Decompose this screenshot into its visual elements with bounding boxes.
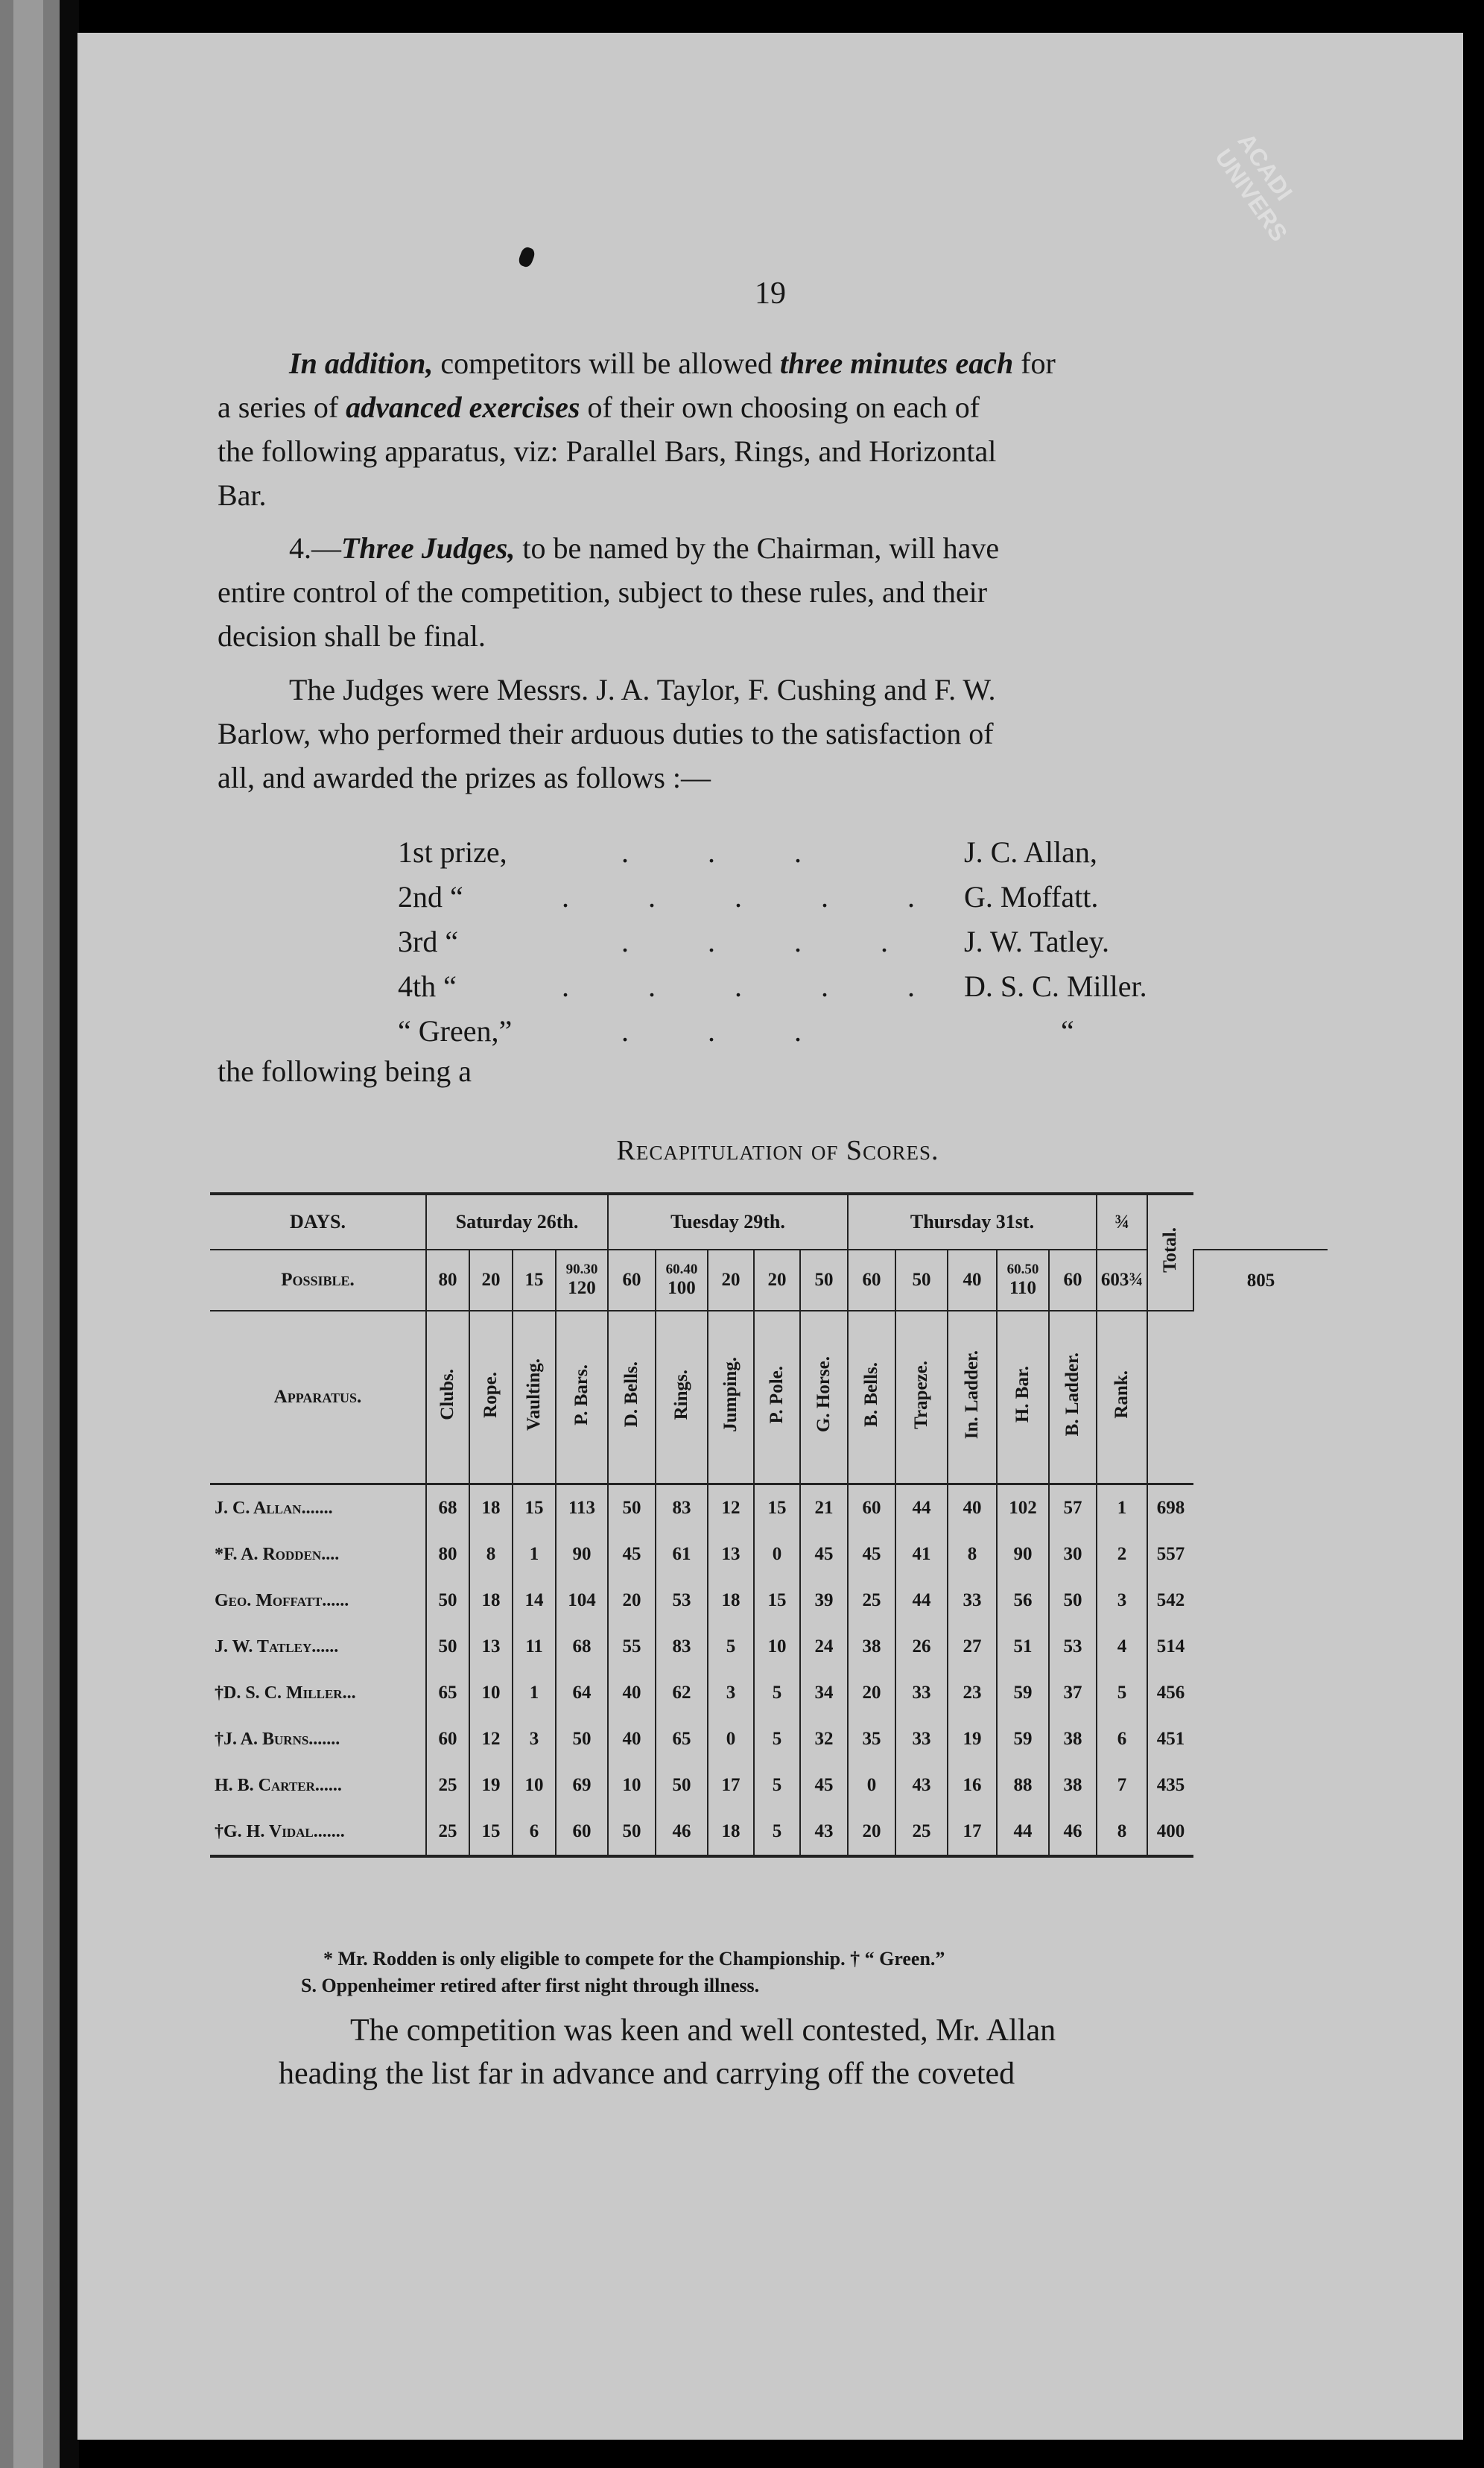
score-cell: 50: [608, 1809, 656, 1856]
days-label: DAYS.: [210, 1194, 426, 1250]
paragraph-additional-exercises: [218, 341, 1335, 517]
score-cell: 5: [754, 1762, 800, 1809]
score-cell: 38: [848, 1624, 895, 1670]
ink-mark: [517, 246, 536, 269]
total-cell: 451: [1147, 1716, 1193, 1762]
possible-value: 50: [895, 1250, 948, 1311]
score-cell: 3: [513, 1716, 556, 1762]
competitor-name: †J. A. Burns.......: [215, 1729, 340, 1749]
scores-table: [210, 1192, 1328, 1858]
score-cell: 40: [608, 1716, 656, 1762]
score-cell: 46: [1049, 1809, 1097, 1856]
score-cell: 65: [426, 1670, 469, 1716]
table-row: [210, 1716, 1328, 1762]
score-rows: [210, 1484, 1328, 1857]
score-cell: 0: [848, 1762, 895, 1809]
competitor-name: †D. S. C. Miller...: [215, 1683, 356, 1703]
score-cell: 38: [1049, 1716, 1097, 1762]
score-cell: 18: [469, 1484, 513, 1532]
score-cell: 26: [895, 1624, 948, 1670]
score-cell: 19: [948, 1716, 997, 1762]
possible-value: 60.50 110: [997, 1250, 1049, 1311]
prize-label: 3rd “: [398, 925, 459, 958]
apparatus-header: Rope.: [469, 1311, 513, 1484]
score-cell: 15: [513, 1484, 556, 1532]
score-cell: 45: [800, 1762, 848, 1809]
score-cell: 15: [469, 1809, 513, 1856]
score-cell: 50: [556, 1716, 608, 1762]
paragraph-judges-rule: [218, 526, 1335, 658]
score-cell: 15: [754, 1484, 800, 1532]
prize-winner: “: [1061, 1014, 1074, 1048]
rank-cell: 2: [1097, 1531, 1147, 1578]
prize-label: “ Green,”: [398, 1014, 513, 1048]
apparatus-header: P. Bars.: [556, 1311, 608, 1484]
score-cell: 43: [800, 1809, 848, 1856]
prize-row: [398, 875, 1292, 920]
paragraph-line: the following apparatus, viz: Parallel Bars, Rings, and Horizontal: [218, 434, 997, 468]
score-cell: 10: [608, 1762, 656, 1809]
possible-value: 90.30 120: [556, 1250, 608, 1311]
score-cell: 39: [800, 1578, 848, 1624]
score-cell: 37: [1049, 1670, 1097, 1716]
score-cell: 55: [608, 1624, 656, 1670]
prize-label: 1st prize,: [398, 835, 507, 869]
score-cell: 69: [556, 1762, 608, 1809]
score-cell: 60: [556, 1809, 608, 1856]
prize-list: [398, 830, 1292, 1054]
table-title: Recapitulation of Scores.: [616, 1135, 939, 1166]
score-cell: 104: [556, 1578, 608, 1624]
score-cell: 13: [469, 1624, 513, 1670]
score-cell: 46: [656, 1809, 708, 1856]
paragraph-line: In addition, competitors will be allowed three minutes each for: [289, 347, 1056, 380]
competitor-name: †G. H. Vidal.......: [210, 1809, 426, 1856]
prize-winner: D. S. C. Miller.: [964, 969, 1147, 1003]
score-cell: 50: [426, 1624, 469, 1670]
fraction-header: ¾: [1097, 1194, 1147, 1250]
document-page: [77, 33, 1463, 2440]
paragraph-line: entire control of the competition, subject to these rules, and their: [218, 575, 988, 609]
score-cell: 14: [513, 1578, 556, 1624]
score-cell: 18: [469, 1578, 513, 1624]
table-row: [210, 1762, 1328, 1809]
possible-value: 20: [708, 1250, 754, 1311]
competitor-name: H. B. Carter......: [215, 1775, 342, 1795]
score-cell: 3: [708, 1670, 754, 1716]
competitor-name: J. W. Tatley......: [215, 1636, 339, 1657]
score-cell: 5: [754, 1809, 800, 1856]
score-cell: 90: [556, 1531, 608, 1578]
possible-value: 60.40 100: [656, 1250, 708, 1311]
score-cell: 33: [895, 1716, 948, 1762]
score-cell: 65: [656, 1716, 708, 1762]
possible-value: 805: [1193, 1250, 1328, 1311]
days-header-row: [210, 1194, 1328, 1250]
rank-cell: 7: [1097, 1762, 1147, 1809]
score-cell: 8: [469, 1531, 513, 1578]
score-cell: 10: [754, 1624, 800, 1670]
apparatus-header: Trapeze.: [895, 1311, 948, 1484]
total-cell: 698: [1147, 1484, 1193, 1532]
score-cell: 45: [608, 1531, 656, 1578]
score-cell: 59: [997, 1716, 1049, 1762]
score-cell: 40: [608, 1670, 656, 1716]
prize-leader-dots: . . . . .: [562, 880, 951, 914]
score-cell: 45: [800, 1531, 848, 1578]
total-header: [1147, 1194, 1193, 1311]
score-cell: 1: [513, 1670, 556, 1716]
score-cell: 33: [895, 1670, 948, 1716]
total-cell: 542: [1147, 1578, 1193, 1624]
score-cell: 80: [426, 1531, 469, 1578]
day-header: Tuesday 29th.: [608, 1194, 848, 1250]
day-header: Saturday 26th.: [426, 1194, 608, 1250]
score-cell: 5: [708, 1624, 754, 1670]
table-row: [210, 1624, 1328, 1670]
following-text: the following being a: [218, 1054, 472, 1088]
prize-row: [398, 920, 1292, 964]
score-cell: 113: [556, 1484, 608, 1532]
score-cell: 50: [656, 1762, 708, 1809]
score-cell: 83: [656, 1624, 708, 1670]
table-row: [210, 1809, 1328, 1856]
score-cell: 59: [997, 1670, 1049, 1716]
score-cell: 30: [1049, 1531, 1097, 1578]
table-row: [210, 1531, 1328, 1578]
competitor-name: *F. A. Rodden....: [215, 1544, 340, 1564]
score-cell: 34: [800, 1670, 848, 1716]
prize-winner: J. C. Allan,: [964, 835, 1097, 869]
prize-leader-dots: . . .: [621, 835, 837, 869]
apparatus-header: B. Ladder.: [1049, 1311, 1097, 1484]
score-cell: 5: [754, 1670, 800, 1716]
score-cell: 6: [513, 1809, 556, 1856]
score-cell: 20: [608, 1578, 656, 1624]
apparatus-header: G. Horse.: [800, 1311, 848, 1484]
rank-cell: 5: [1097, 1670, 1147, 1716]
score-cell: 38: [1049, 1762, 1097, 1809]
possible-value: 40: [948, 1250, 997, 1311]
score-cell: 50: [1049, 1578, 1097, 1624]
prize-row: [398, 1009, 1292, 1054]
adjacent-page-edge: [0, 0, 60, 2468]
prize-winner: G. Moffatt.: [964, 880, 1099, 914]
paragraph-line: The competition was keen and well contested, Mr. Allan: [350, 2013, 1056, 2048]
paragraph-line: Bar.: [218, 478, 267, 512]
score-cell: 25: [426, 1762, 469, 1809]
score-cell: 50: [426, 1578, 469, 1624]
score-cell: 56: [997, 1578, 1049, 1624]
apparatus-header: P. Pole.: [754, 1311, 800, 1484]
score-cell: 12: [708, 1484, 754, 1532]
score-cell: 25: [848, 1578, 895, 1624]
apparatus-header: B. Bells.: [848, 1311, 895, 1484]
closing-paragraph: [279, 2009, 1336, 2095]
apparatus-header: Rank.: [1097, 1311, 1147, 1484]
possible-value: 60: [608, 1250, 656, 1311]
possible-value: 50: [800, 1250, 848, 1311]
total-cell: 435: [1147, 1762, 1193, 1809]
score-cell: 41: [895, 1531, 948, 1578]
score-cell: 1: [513, 1531, 556, 1578]
apparatus-header: D. Bells.: [608, 1311, 656, 1484]
prize-winner: J. W. Tatley.: [964, 925, 1109, 958]
total-label: Total.: [1160, 1227, 1180, 1273]
possible-value: 20: [754, 1250, 800, 1311]
prize-row: [398, 964, 1292, 1009]
apparatus-total-cell: [1147, 1311, 1193, 1484]
score-cell: 8: [948, 1531, 997, 1578]
score-cell: 23: [948, 1670, 997, 1716]
score-cell: 24: [800, 1624, 848, 1670]
score-cell: 50: [608, 1484, 656, 1532]
paragraph-line: decision shall be final.: [218, 619, 486, 653]
table-row: [210, 1484, 1328, 1532]
score-cell: 45: [848, 1531, 895, 1578]
rank-cell: 3: [1097, 1578, 1147, 1624]
score-cell: 35: [848, 1716, 895, 1762]
score-cell: 64: [556, 1670, 608, 1716]
score-cell: 13: [708, 1531, 754, 1578]
score-cell: 60: [426, 1716, 469, 1762]
possible-value: 603¾: [1097, 1250, 1147, 1311]
library-stamp: ACADI UNIVERS: [1210, 127, 1298, 247]
score-cell: 27: [948, 1624, 997, 1670]
score-cell: 19: [469, 1762, 513, 1809]
score-cell: 53: [656, 1578, 708, 1624]
possible-value: 60: [1049, 1250, 1097, 1311]
rank-cell: 4: [1097, 1624, 1147, 1670]
score-cell: 44: [895, 1578, 948, 1624]
score-cell: 17: [708, 1762, 754, 1809]
total-cell: 400: [1147, 1809, 1193, 1856]
paragraph-line: 4.—Three Judges, to be named by the Chairman, will have: [289, 531, 1000, 565]
score-cell: 15: [754, 1578, 800, 1624]
score-cell: 21: [800, 1484, 848, 1532]
score-cell: 33: [948, 1578, 997, 1624]
score-cell: 53: [1049, 1624, 1097, 1670]
score-cell: 20: [848, 1670, 895, 1716]
prize-label: 2nd “: [398, 880, 463, 914]
score-cell: 17: [948, 1809, 997, 1856]
score-cell: 44: [997, 1809, 1049, 1856]
prize-row: [398, 830, 1292, 875]
score-cell: 43: [895, 1762, 948, 1809]
score-cell: 44: [895, 1484, 948, 1532]
rank-cell: 1: [1097, 1484, 1147, 1532]
apparatus-header: Vaulting.: [513, 1311, 556, 1484]
paragraph-line: heading the list far in advance and carrying off the coveted: [279, 2057, 1015, 2091]
score-cell: 25: [895, 1809, 948, 1856]
apparatus-header: Jumping.: [708, 1311, 754, 1484]
score-cell: 40: [948, 1484, 997, 1532]
footnote-oppenheimer: S. Oppenheimer retired after first night through illness.: [301, 1975, 760, 1996]
score-cell: 5: [754, 1716, 800, 1762]
score-cell: 88: [997, 1762, 1049, 1809]
rank-cell: 6: [1097, 1716, 1147, 1762]
score-cell: 83: [656, 1484, 708, 1532]
apparatus-header: Rings.: [656, 1311, 708, 1484]
paragraph-line: The Judges were Messrs. J. A. Taylor, F. Cushing and F. W.: [289, 673, 996, 706]
score-cell: 68: [556, 1624, 608, 1670]
score-cell: 102: [997, 1484, 1049, 1532]
score-cell: 18: [708, 1809, 754, 1856]
prize-leader-dots: . . .: [621, 1014, 837, 1048]
score-cell: 12: [469, 1716, 513, 1762]
score-cell: 57: [1049, 1484, 1097, 1532]
score-cell: 60: [848, 1484, 895, 1532]
book-spine: [60, 0, 79, 2468]
table-row: [210, 1578, 1328, 1624]
competitor-name: Geo. Moffatt......: [215, 1590, 349, 1610]
score-cell: 0: [708, 1716, 754, 1762]
possible-value: 80: [426, 1250, 469, 1311]
total-cell: 514: [1147, 1624, 1193, 1670]
score-cell: 68: [426, 1484, 469, 1532]
table-row: [210, 1670, 1328, 1716]
possible-value: 15: [513, 1250, 556, 1311]
day-header: Thursday 31st.: [848, 1194, 1097, 1250]
paragraph-line: a series of advanced exercises of their own choosing on each of: [218, 390, 980, 424]
score-cell: 11: [513, 1624, 556, 1670]
apparatus-header: Clubs.: [426, 1311, 469, 1484]
page-number: 19: [755, 276, 786, 311]
prize-leader-dots: . . . . .: [562, 969, 951, 1003]
prize-label: 4th “: [398, 969, 457, 1003]
score-cell: 18: [708, 1578, 754, 1624]
score-cell: 10: [513, 1762, 556, 1809]
total-cell: 557: [1147, 1531, 1193, 1578]
score-cell: 61: [656, 1531, 708, 1578]
score-cell: 20: [848, 1809, 895, 1856]
possible-value: 20: [469, 1250, 513, 1311]
apparatus-label: Apparatus.: [210, 1311, 426, 1484]
possible-label: Possible.: [210, 1250, 426, 1311]
paragraph-judges-named: [218, 668, 1335, 800]
score-cell: 90: [997, 1531, 1049, 1578]
score-cell: 51: [997, 1624, 1049, 1670]
score-cell: 0: [754, 1531, 800, 1578]
apparatus-header: H. Bar.: [997, 1311, 1049, 1484]
total-cell: 456: [1147, 1670, 1193, 1716]
rank-cell: 8: [1097, 1809, 1147, 1856]
paragraph-line: Barlow, who performed their arduous duties to the satisfaction of: [218, 717, 994, 750]
score-cell: 16: [948, 1762, 997, 1809]
prize-leader-dots: . . . .: [621, 925, 924, 958]
apparatus-header: In. Ladder.: [948, 1311, 997, 1484]
score-cell: 25: [426, 1809, 469, 1856]
paragraph-line: all, and awarded the prizes as follows :—: [218, 761, 711, 794]
score-cell: 32: [800, 1716, 848, 1762]
score-cell: 62: [656, 1670, 708, 1716]
competitor-name: J. C. Allan.......: [215, 1498, 333, 1518]
score-cell: 10: [469, 1670, 513, 1716]
apparatus-row: [210, 1311, 1328, 1484]
footnote-rodden: * Mr. Rodden is only eligible to compete for the Championship. † “ Green.”: [323, 1948, 945, 1969]
possible-value: 60: [848, 1250, 895, 1311]
